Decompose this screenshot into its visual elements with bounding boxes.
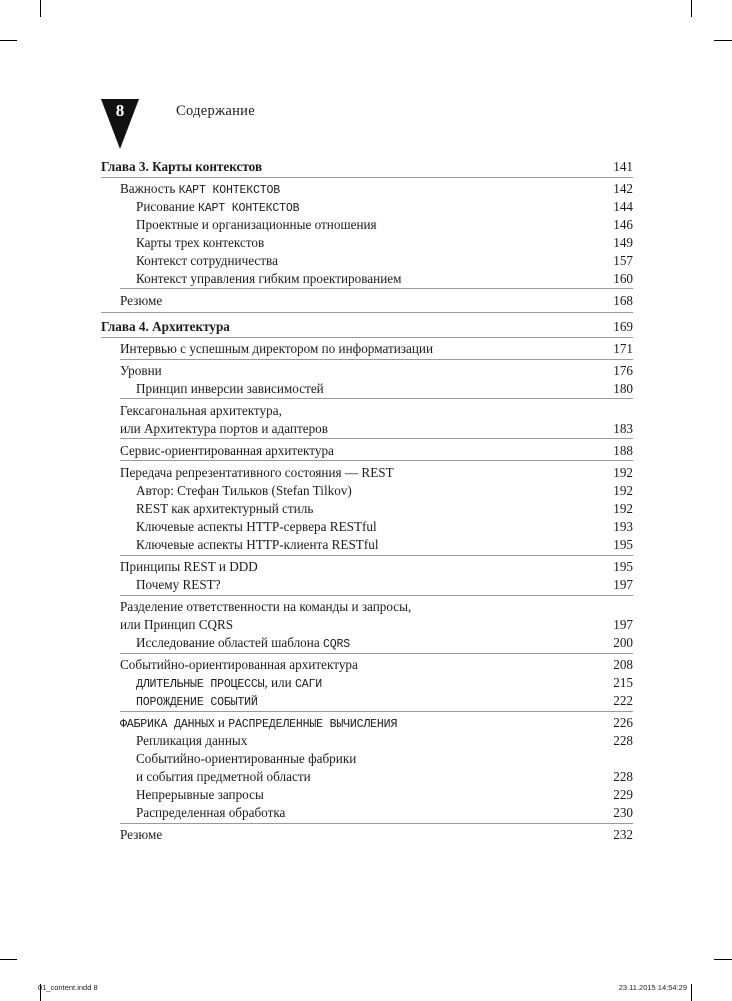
toc-page: 176 [613,363,633,378]
toc-entry-line2: и события предметной области [136,769,311,784]
toc-page: 180 [613,381,633,396]
section-divider [120,555,633,556]
toc-entry: Сервис-ориентированная архитектура [120,443,334,458]
toc-entry-line1: Событийно-ориентированные фабрики [136,751,357,766]
toc-entry-line2: или Принцип CQRS [120,617,234,632]
toc-entry: Принципы REST и DDD [120,559,258,574]
toc-page: 149 [613,235,633,250]
toc-page: 188 [613,443,633,458]
toc-entry: Репликация данных [136,733,248,748]
toc-entry: Распределенная обработка [136,805,286,820]
toc-entry: Резюме [120,293,163,308]
toc-entry: Автор: Стефан Тильков (Stefan Tilkov) [136,483,352,498]
section-divider [120,711,633,712]
toc-page: 193 [613,519,633,534]
section-divider [120,359,633,360]
toc-page: 168 [613,293,633,308]
chapter-4-page: 169 [613,319,633,334]
toc-page: 229 [613,787,633,802]
chapter-4-title: Глава 4. Архитектура [101,319,230,334]
chapter-3-page: 141 [613,159,633,174]
toc-page: 226 [613,715,633,730]
toc-page: 142 [613,181,633,196]
toc-entry: Рисование КАРТ КОНТЕКСТОВ [136,199,300,215]
toc-entry: Ключевые аспекты HTTP-сервера RESTful [136,519,377,534]
toc-page: 197 [613,577,633,592]
toc-entry: Интервью с успешным директором по информатизации [120,341,434,356]
toc-entry: Карты трех контекстов [136,235,265,250]
toc-page: 171 [613,341,633,356]
toc-page: 157 [613,253,633,268]
toc-entry: Принцип инверсии зависимостей [136,381,324,396]
print-slug-date: 23.11.2015 14:54:29 [618,983,687,992]
toc-entry-line2: или Архитектура портов и адаптеров [120,421,328,436]
section-divider [120,460,633,461]
toc-entry: ФАБРИКА ДАННЫХ и РАСПРЕДЕЛЕННЫЕ ВЫЧИСЛЕНИЯ [120,715,398,731]
toc-entry: ДЛИТЕЛЬНЫЕ ПРОЦЕССЫ, или САГИ [136,675,323,691]
section-divider [120,288,633,289]
toc-entry: Исследование областей шаблона CQRS [136,635,350,651]
toc-page: 228 [613,769,633,784]
toc-page: 195 [613,537,633,552]
chapter-3-title: Глава 3. Карты контекстов [101,159,263,174]
toc-page: 230 [613,805,633,820]
toc-page: 183 [613,421,633,436]
toc-entry: Уровни [120,363,162,378]
toc-page: 222 [613,693,633,708]
toc-page: 197 [613,617,633,632]
toc-page: 144 [613,199,633,214]
toc-entry: Почему REST? [136,577,221,592]
toc-entry: Передача репрезентативного состояния — REST [120,465,394,480]
toc-page: 192 [613,501,633,516]
toc-page: 146 [613,217,633,232]
toc-entry: Ключевые аспекты HTTP-клиента RESTful [136,537,379,552]
toc-page: 160 [613,271,633,286]
toc-entry: REST как архитектурный стиль [136,501,314,516]
toc-entry-line1: Гексагональная архитектура, [120,403,282,418]
section-divider [120,438,633,439]
toc-entry: Событийно-ориентированная архитектура [120,657,358,672]
toc-entry-line1: Разделение ответственности на команды и запросы, [120,599,412,614]
toc-page: 215 [613,675,633,690]
toc-entry: Контекст сотрудничества [136,253,278,268]
toc-entry: Важность КАРТ КОНТЕКСТОВ [120,181,281,197]
toc-page: 228 [613,733,633,748]
toc-page: 232 [613,827,633,842]
section-divider [101,337,633,338]
print-slug-file: 01_content.indd 8 [38,983,98,992]
toc-entry: Проектные и организационные отношения [136,217,377,232]
section-divider [120,595,633,596]
toc-page: 200 [613,635,633,650]
section-divider [101,177,633,178]
toc-page: 208 [613,657,633,672]
toc-entry: Резюме [120,827,163,842]
toc-page: 195 [613,559,633,574]
toc-entry: Непрерывные запросы [136,787,264,802]
toc-page: 192 [613,465,633,480]
section-divider [120,398,633,399]
page-number: 8 [115,101,125,120]
section-divider [101,312,633,313]
toc-entry: Контекст управления гибким проектированием [136,271,402,286]
section-divider [120,823,633,824]
toc-entry: ПОРОЖДЕНИЕ СОБЫТИЙ [136,696,258,709]
toc-page: 192 [613,483,633,498]
section-divider [120,653,633,654]
running-header-title: Содержание [176,103,255,119]
